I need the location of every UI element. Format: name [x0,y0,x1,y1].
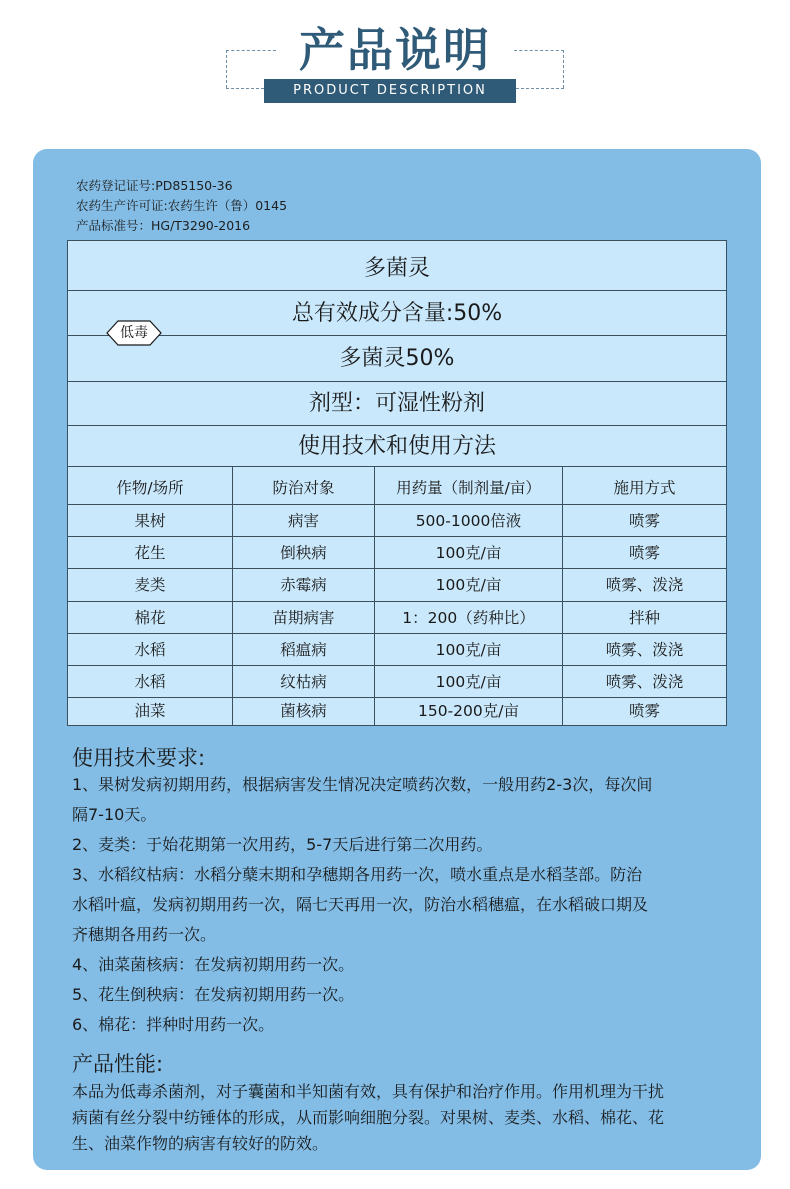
cell-method: 喷雾 [628,512,660,530]
cell-dosage: 150-200克/亩 [375,698,563,725]
cell-target: 苗期病害 [233,602,375,633]
cell-crop: 果树 [68,505,233,536]
page-header [0,0,790,140]
page-title: 产品说明 [299,23,491,77]
cell-method: 喷雾 [628,702,660,720]
active-content: 总有效成分含量:50% [68,291,726,336]
header-target: 防治对象 [233,467,375,504]
cell-method: 喷雾、泼浇 [605,673,684,691]
cell-target: 倒秧病 [233,537,375,568]
label-table [67,240,727,726]
cell-method: 喷雾、泼浇 [605,576,684,594]
formulation: 剂型：可湿性粉剂 [68,382,726,426]
requirements-text [72,770,744,1040]
cell-target: 赤霉病 [233,569,375,601]
requirements-line: 水稻叶瘟，发病初期用药一次，隔七天再用一次，防治水稻穗瘟，在水稻破口期及 [72,895,649,914]
cell-target: 纹枯病 [233,666,375,697]
cell-crop: 棉花 [68,602,233,633]
table-row [68,537,726,569]
cell-crop: 水稻 [68,666,233,697]
performance-line: 生、油菜作物的病害有较好的防效。 [72,1134,329,1153]
performance-title: 产品性能: [72,1052,164,1076]
table-row [68,569,726,602]
table-row [68,666,726,698]
standard-number: 产品标准号：HG/T3290-2016 [76,218,251,233]
cell-dosage: 100克/亩 [375,569,563,601]
ingredient: 多菌灵50% [68,336,726,382]
cell-method: 喷雾 [628,544,660,562]
requirements-line: 1、果树发病初期用药，根据病害发生情况决定喷药次数，一般用药2-3次，每次间 [72,775,653,794]
table-row [68,602,726,634]
requirements-line: 2、麦类：于始花期第一次用药，5-7天后进行第二次用药。 [72,835,493,854]
table-row [68,505,726,537]
registration-number: 农药登记证号:PD85150-36 [76,178,233,193]
cell-method: 喷雾、泼浇 [605,641,684,659]
cell-target: 病害 [233,505,375,536]
cell-dosage: 100克/亩 [375,537,563,568]
page-subtitle: PRODUCT DESCRIPTION [264,79,516,103]
requirements-line: 齐穗期各用药一次。 [72,925,217,944]
requirements-line: 4、油菜菌核病：在发病初期用药一次。 [72,955,355,974]
header-dash-bottom-left [226,88,264,89]
low-toxicity-label: 低毒 [120,325,148,341]
header-dash-bottom-right [516,88,564,89]
requirements-line: 5、花生倒秧病：在发病初期用药一次。 [72,985,355,1004]
table-row [68,698,726,725]
cell-crop: 水稻 [68,634,233,665]
performance-line: 病菌有丝分裂中纺锤体的形成，从而影响细胞分裂。对果树、麦类、水稻、棉花、花 [72,1108,665,1127]
header-dosage: 用药量（制剂量/亩） [375,467,563,504]
header-crop: 作物/场所 [68,467,233,504]
header-method: 施用方式 [613,479,676,497]
table-row [68,634,726,666]
cell-dosage: 100克/亩 [375,634,563,665]
performance-line: 本品为低毒杀菌剂，对子囊菌和半知菌有效，具有保护和治疗作用。作用机理为干扰 [72,1082,665,1101]
cell-method: 拌种 [628,609,660,627]
performance-text [72,1079,744,1157]
cell-crop: 油菜 [68,698,233,725]
requirements-line: 3、水稻纹枯病：水稻分蘖末期和孕穗期各用药一次，喷水重点是水稻茎部。防治 [72,865,643,884]
cell-dosage: 500-1000倍液 [375,505,563,536]
cell-dosage: 1：200（药种比） [375,602,563,633]
table-header-row [68,467,726,505]
cell-dosage: 100克/亩 [375,666,563,697]
cell-target: 稻瘟病 [233,634,375,665]
cell-crop: 麦类 [68,569,233,601]
production-license: 农药生产许可证:农药生许（鲁）0145 [76,198,288,213]
cell-crop: 花生 [68,537,233,568]
requirements-title: 使用技术要求: [72,746,206,770]
cell-target: 菌核病 [233,698,375,725]
requirements-line: 隔7-10天。 [72,805,157,824]
product-name: 多菌灵 [68,241,726,291]
usage-title: 使用技术和使用方法 [68,426,726,467]
requirements-line: 6、棉花：拌种时用药一次。 [72,1015,275,1034]
